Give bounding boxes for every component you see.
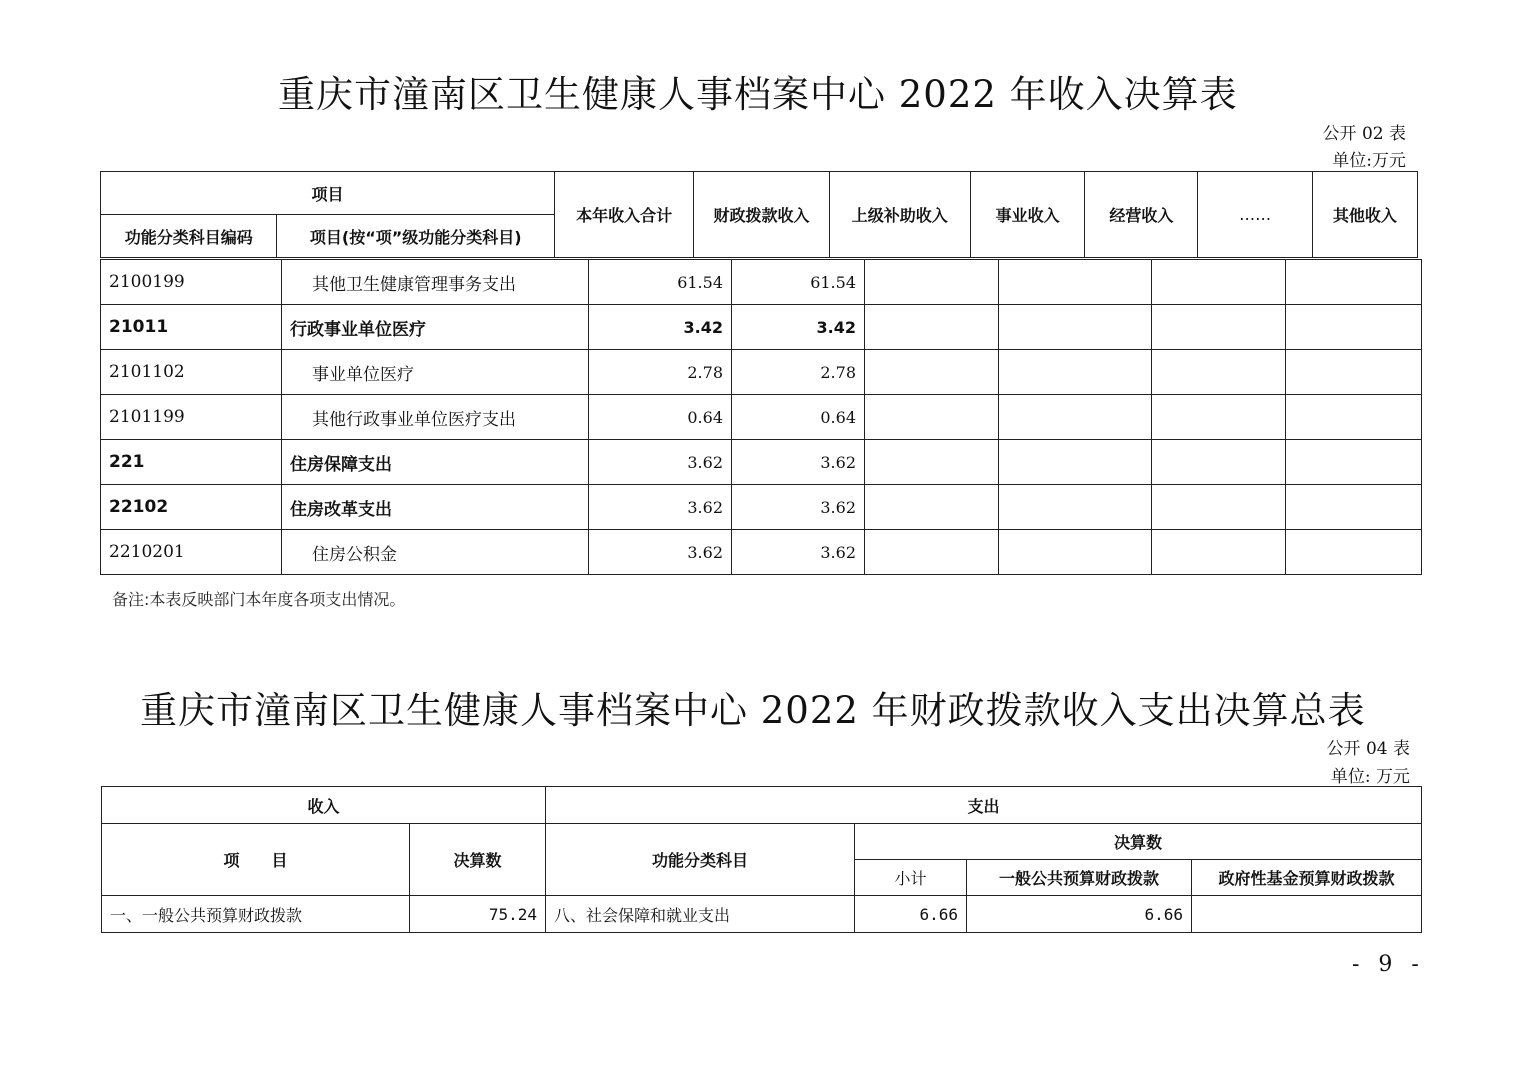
row-name: 行政事业单位医疗 [282,305,589,350]
row-fiscal: 2.78 [732,350,865,395]
table1-title: 重庆市潼南区卫生健康人事档案中心 2022 年收入决算表 [278,73,1238,116]
table1-body [100,259,1422,575]
header-expense: 支出 [546,787,1422,824]
table-row [102,896,1422,933]
row-name: 住房保障支出 [282,440,589,485]
table1-form-number: 公开 02 表 [1322,124,1406,144]
row-total: 3.42 [589,305,732,350]
row-code: 21011 [101,305,282,350]
row-fiscal: 3.62 [732,485,865,530]
row-fiscal: 3.42 [732,305,865,350]
row-name: 其他卫生健康管理事务支出 [282,260,589,305]
row-code: 2100199 [101,260,282,305]
row-empty-cell [865,440,999,485]
row-empty-cell [1152,485,1286,530]
row-empty-cell [1152,395,1286,440]
table2-form-number: 公开 04 表 [1326,739,1410,759]
row-fund [1192,896,1422,933]
row-code: 2101199 [101,395,282,440]
row-empty-cell [865,260,999,305]
table2-title: 重庆市潼南区卫生健康人事档案中心 2022 年财政拨款收入支出决算总表 [140,689,1366,732]
header-gov-fund: 政府性基金预算财政拨款 [1192,860,1422,896]
table-row [101,305,1422,350]
header-general-budget: 一般公共预算财政拨款 [967,860,1192,896]
header-ellipsis: …… [1198,172,1312,258]
table-row [101,530,1422,575]
header-operating: 经营收入 [1085,172,1198,258]
row-empty-cell [865,305,999,350]
row-code: 2101102 [101,350,282,395]
row-empty-cell [999,395,1152,440]
row-empty-cell [1152,440,1286,485]
table-row [101,260,1422,305]
row-empty-cell [865,485,999,530]
header-final-amount: 决算数 [855,824,1422,860]
header-subtotal: 小计 [855,860,967,896]
header-amount: 决算数 [410,824,546,896]
row-empty-cell [1286,485,1422,530]
row-code: 221 [101,440,282,485]
row-empty-cell [1152,305,1286,350]
header-business: 事业收入 [970,172,1084,258]
row-name: 住房改革支出 [282,485,589,530]
row-total: 61.54 [589,260,732,305]
row-empty-cell [999,440,1152,485]
row-total: 2.78 [589,350,732,395]
row-total: 3.62 [589,485,732,530]
header-total: 本年收入合计 [555,172,694,258]
row-code: 2210201 [101,530,282,575]
table-row [101,440,1422,485]
table-row [101,350,1422,395]
row-empty-cell [999,260,1152,305]
header-item: 项 目 [102,824,410,896]
row-fiscal: 3.62 [732,440,865,485]
row-subject: 八、社会保障和就业支出 [546,896,855,933]
row-empty-cell [1286,530,1422,575]
header-other: 其他收入 [1312,172,1417,258]
row-empty-cell [999,485,1152,530]
row-amount: 75.24 [410,896,546,933]
row-empty-cell [999,530,1152,575]
row-name: 住房公积金 [282,530,589,575]
row-empty-cell [1152,530,1286,575]
row-empty-cell [865,350,999,395]
row-empty-cell [1286,395,1422,440]
row-empty-cell [999,305,1152,350]
row-empty-cell [1152,350,1286,395]
row-general: 6.66 [967,896,1192,933]
row-empty-cell [1286,440,1422,485]
header-code: 功能分类科目编码 [101,215,277,258]
header-income: 收入 [102,787,546,824]
row-empty-cell [1286,260,1422,305]
row-empty-cell [1286,350,1422,395]
row-empty-cell [999,350,1152,395]
row-empty-cell [1152,260,1286,305]
page-number: - 9 - [1352,952,1425,977]
row-subtotal: 6.66 [855,896,967,933]
row-empty-cell [1286,305,1422,350]
header-func-subject: 功能分类科目 [546,824,855,896]
row-total: 3.62 [589,440,732,485]
header-fiscal: 财政拨款收入 [694,172,829,258]
header-item-group: 项目 [101,172,555,215]
row-name: 其他行政事业单位医疗支出 [282,395,589,440]
table2 [101,786,1422,933]
row-total: 3.62 [589,530,732,575]
table1-header [100,171,1418,258]
table1-unit: 单位:万元 [1332,151,1406,171]
row-empty-cell [865,530,999,575]
header-name: 项目(按“项”级功能分类科目) [277,215,555,258]
table2-unit: 单位: 万元 [1330,767,1410,787]
table-row [101,395,1422,440]
row-code: 22102 [101,485,282,530]
row-total: 0.64 [589,395,732,440]
row-item: 一、一般公共预算财政拨款 [102,896,410,933]
row-name: 事业单位医疗 [282,350,589,395]
row-fiscal: 3.62 [732,530,865,575]
table1-note: 备注:本表反映部门本年度各项支出情况。 [112,590,406,609]
row-fiscal: 0.64 [732,395,865,440]
table-row [101,485,1422,530]
header-superior: 上级补助收入 [829,172,970,258]
row-fiscal: 61.54 [732,260,865,305]
row-empty-cell [865,395,999,440]
